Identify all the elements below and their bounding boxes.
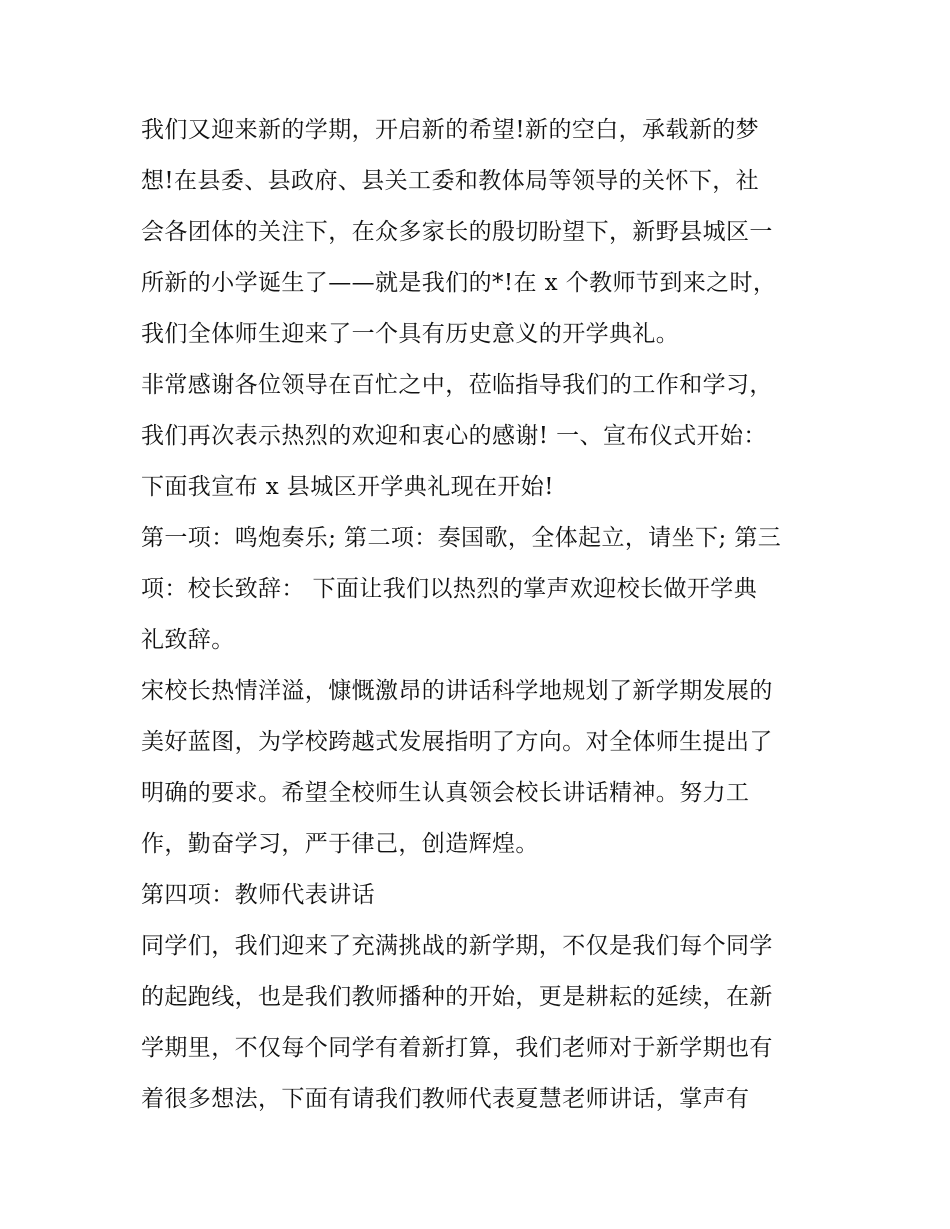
text-line: 宋校长热情洋溢，慷慨激昂的讲话科学地规划了新学期发展的 bbox=[141, 678, 773, 704]
text-line: 明确的要求。希望全校师生认真领会校长讲话精神。努力工 bbox=[141, 780, 750, 806]
document-body bbox=[141, 105, 821, 1125]
text-line: 我们又迎来新的学期，开启新的希望!新的空白，承载新的梦 bbox=[141, 117, 760, 143]
text-line: 第一项：鸣炮奏乐; 第二项：奏国歌，全体起立，请坐下; 第三 bbox=[141, 525, 782, 551]
text-line: 下面我宣布 x 县城区开学典礼现在开始! bbox=[141, 474, 554, 500]
text-line: 的起跑线，也是我们教师播种的开始，更是耕耘的延续，在新 bbox=[141, 984, 773, 1010]
text-line: 项：校长致辞： 下面让我们以热烈的掌声欢迎校长做开学典 bbox=[141, 576, 758, 602]
text-line: 想!在县委、县政府、县关工委和教体局等领导的关怀下，社 bbox=[141, 168, 760, 194]
text-line: 我们全体师生迎来了一个具有历史意义的开学典礼。 bbox=[141, 321, 680, 347]
text-line: 同学们，我们迎来了充满挑战的新学期，不仅是我们每个同学 bbox=[141, 933, 773, 959]
text-line: 我们再次表示热烈的欢迎和衷心的感谢! 一、宣布仪式开始： bbox=[141, 423, 767, 449]
text-line: 作，勤奋学习，严于律己，创造辉煌。 bbox=[141, 831, 539, 857]
text-line: 美好蓝图，为学校跨越式发展指明了方向。对全体师生提出了 bbox=[141, 729, 773, 755]
text-line: 非常感谢各位领导在百忙之中，莅临指导我们的工作和学习， bbox=[141, 372, 773, 398]
text-line: 第四项：教师代表讲话 bbox=[141, 882, 375, 908]
text-line: 会各团体的关注下，在众多家长的殷切盼望下，新野县城区一 bbox=[141, 219, 773, 245]
text-line: 着很多想法，下面有请我们教师代表夏慧老师讲话，掌声有 bbox=[141, 1086, 750, 1112]
text-line: 学期里，不仅每个同学有着新打算，我们老师对于新学期也有 bbox=[141, 1035, 773, 1061]
text-line: 所新的小学诞生了——就是我们的*!在 x 个教师节到来之时， bbox=[141, 270, 777, 296]
text-line: 礼致辞。 bbox=[141, 627, 235, 653]
